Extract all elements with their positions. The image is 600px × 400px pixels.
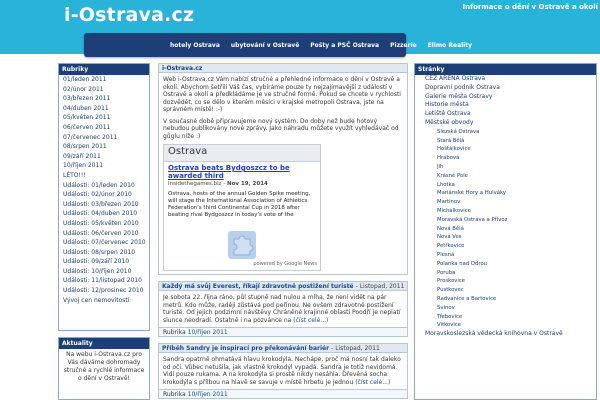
rubrika-item[interactable]: LÉTO!!!	[63, 171, 86, 179]
rubrika-item[interactable]: Události: 03/březen 2010	[63, 200, 139, 208]
rubrika-item[interactable]: Události: 05/květen 2010	[63, 219, 139, 227]
rubrika-item[interactable]: Události: 12/prosinec 2010	[63, 287, 144, 295]
stranky-subitem[interactable]: Plesná	[437, 251, 455, 258]
rubrika-item[interactable]: Události: 07/červenec 2010	[63, 239, 146, 247]
rubrika-item[interactable]: Události: 04/duben 2010	[63, 210, 138, 218]
rubrika-item[interactable]: Události: 06/červen 2010	[63, 229, 139, 237]
nav-item-posty[interactable]: Pošty a PSČ Ostrava	[310, 41, 380, 49]
stranky-item[interactable]: Historie města	[425, 101, 469, 109]
stranky-item[interactable]: Moravskoslezská vědecká knihovna v Ostravě	[425, 330, 563, 338]
rubrika-item[interactable]: Události: 01/leden 2010	[63, 181, 135, 189]
post-date: - Listopad, 2011	[355, 283, 405, 290]
post-date-value: Listopad, 2011	[335, 345, 380, 352]
stranky-subitem[interactable]: Krásné Pole	[437, 172, 468, 179]
stranky-list	[415, 75, 596, 344]
post-sandra	[158, 343, 408, 399]
stranky-subitem[interactable]: Polanka nad Odrou	[437, 260, 488, 267]
stranky-item[interactable]: Dopravní podnik Ostrava	[425, 83, 500, 91]
stranky-item[interactable]: Galerie města Ostravy	[425, 92, 493, 100]
stranky-subitem[interactable]: Vítkovice	[437, 322, 462, 329]
news-source: Insidethegames.biz - Nov 19, 2014	[168, 181, 268, 187]
news-headline-link[interactable]: Ostrava beats Bydgoszcz to be awarded third	[168, 164, 290, 180]
stranky-item[interactable]: Městské obvody	[425, 118, 474, 126]
post-date-value: Listopad, 2011	[359, 283, 405, 290]
nav-item-hotely[interactable]: hotely Ostrava	[170, 41, 220, 49]
stranky-subitem[interactable]: Poruba	[437, 269, 456, 276]
stranky-sidebox	[414, 63, 597, 400]
rubrika-link[interactable]: 10/říjen 2011	[187, 391, 228, 398]
post-title-link[interactable]: Každý má svůj Everest, říkají zdravotně postižení turisté	[162, 283, 354, 290]
rubrika-item[interactable]: Události: 10/říjen 2010	[63, 267, 132, 275]
stranky-subitem[interactable]: Moravská Ostrava a Přívoz	[437, 216, 508, 223]
rubrika-label: Rubrika	[163, 329, 186, 336]
nav-item-elimo[interactable]: Elimo Reality	[427, 41, 473, 49]
rubrika-item[interactable]: 06/červen 2011	[63, 123, 111, 131]
stranky-item[interactable]: ČEZ ARÉNA Ostrava	[425, 75, 486, 82]
rubrika-item[interactable]: 07/červenec 2011	[63, 133, 118, 141]
rubrika-item[interactable]: Události: 08/srpen 2010	[63, 248, 136, 256]
post-footer	[159, 327, 407, 336]
site-tagline: Informace o dění v Ostravě a okolí	[462, 3, 598, 11]
nav-item-ubytovani[interactable]: ubytování v Ostravě	[230, 41, 300, 49]
puzzle-icon	[228, 231, 256, 259]
aktuality-sidebox	[58, 337, 150, 400]
stranky-subitem[interactable]: Hošťálkovice	[437, 146, 471, 153]
stranky-subitem[interactable]: Třebovice	[437, 313, 463, 320]
post-title-row	[159, 344, 407, 353]
read-more-link[interactable]: (číst celé...)	[355, 378, 391, 386]
aktuality-text: Na webu i-Ostrava.cz pro Vás dáváme dohromady stručné a rychlé informace o dění v Ostravě!	[63, 351, 145, 382]
google-news-widget	[163, 144, 321, 271]
post-body	[159, 291, 407, 327]
news-source-name: Insidethegames.biz	[168, 181, 222, 187]
post-text: Je sobota 22. října ráno, půl stupně nad nulou a mlha, že není vidět na pár metrů. Kdo může, raději zůstává pod peřinou. Ne ovšem zdravotně postižení turisté. Od jejich podzimní návštěvy Chráněné krajinné oblasti Poodří je neplatí slunce neodradí. Ostatně i na pozvánce na	[163, 294, 401, 324]
rubrika-item[interactable]: Události: 11/listopad 2010	[63, 277, 142, 285]
post-everest	[158, 281, 408, 337]
rubrika-item[interactable]: 04/duben 2011	[63, 104, 109, 112]
powered-by-google-news: powered by Google News	[253, 260, 317, 267]
news-date: Nov 19, 2014	[227, 181, 268, 187]
rubrika-link[interactable]: 10/říjen 2011	[187, 329, 228, 336]
rubrika-item[interactable]: 02/únor 2011	[63, 85, 104, 93]
stranky-subitem[interactable]: Mariánské Hory a Hulváky	[437, 190, 507, 197]
intro-paragraph-2: V současné době připravujeme nový systém. Do doby než bude hotový nebudou publikovány nové zprávy. Jako náhradu můžete využít vyhledávač od gůglu níže :)	[163, 117, 399, 140]
news-widget-title: Ostrava	[164, 145, 320, 162]
main-content	[158, 63, 408, 400]
stranky-subitem[interactable]: Petřkovice	[437, 243, 465, 250]
stranky-subitem[interactable]: Hrabová	[437, 155, 460, 162]
stranky-subitem[interactable]: Slezská Ostrava	[437, 128, 480, 135]
stranky-subitem[interactable]: Radvanice a Bartovice	[437, 295, 497, 302]
rubrika-item[interactable]: Události: 09/září 2010	[63, 258, 130, 266]
site-header	[0, 0, 600, 36]
stranky-subitem[interactable]: Lhotka	[437, 181, 455, 188]
stranky-subitem[interactable]: Jih	[437, 163, 444, 170]
stranky-title: Stránky	[415, 64, 596, 75]
intro-paragraph-1: Web i-Ostrava.cz Vám nabízí stručné a přehledné informace o dění v Ostravě a okolí. Abychom šetřili Váš čas, vybíráme pouze ty nejzajímavější z událostí v Ostravě a okolí a předkládáme je ve stručné formě. Pokud se chcete v rychlosti dozvědět, co se dělo v kterém měsíci v krajské metropoli Ostrava, jste na správném místě! :-)	[163, 76, 401, 113]
rubrika-item[interactable]: Vývoj cen nemovitostí	[63, 296, 130, 304]
rubrika-label: Rubrika	[163, 391, 186, 398]
rubrika-item[interactable]: 08/srpen 2011	[63, 143, 107, 151]
post-title-link[interactable]: Příběh Sandry je inspirací pro překonávání bariér	[162, 345, 330, 352]
rubrika-item[interactable]: 05/květen 2011	[63, 114, 111, 122]
intro-body	[159, 73, 407, 274]
stranky-item[interactable]: Letiště Ostrava	[425, 110, 471, 118]
intro-heading: i-Ostrava.cz	[159, 64, 407, 73]
rubrika-item[interactable]: 01/leden 2011	[63, 76, 107, 83]
post-text: Sandra opatrně ohmatává hlavu krokodýla. Nechápe, proč má nosní tak daleko od očí. Vůbec netušila, jak vlastně krokodýl vypadá. Sandra je totiž nevidomá. Vidí pouze rukama. A na krokodýla si prostě nikdy nesáhla. Dřevěná socha krokodýla s přílbou na hlavě se savuje v místě hrbetu je jednou	[163, 356, 401, 386]
stranky-subitem[interactable]: Nová Bělá	[437, 225, 464, 232]
rubrika-item[interactable]: 10/říjen 2011	[63, 162, 104, 170]
rubrika-item[interactable]: 09/září 2011	[63, 152, 101, 160]
stranky-subitem[interactable]: Pustkovec	[437, 287, 464, 294]
rubriky-title: Rubriky	[59, 64, 149, 75]
stranky-subitem[interactable]: Nová Ves	[437, 234, 462, 241]
read-more-link[interactable]: (číst celé...)	[293, 316, 329, 324]
post-date: - Listopad, 2011	[331, 345, 380, 352]
intro-post	[158, 63, 408, 275]
stranky-subitem[interactable]: Stará Bělá	[437, 137, 465, 144]
news-snippet: Ostrava, hosts of the annual Golden Spike meeting, will stage the International Association of Athletics Federation's third Continental Cup in 2018 after beating rival Bydgoszcz in today's vote of the	[168, 190, 311, 218]
rubriky-sidebox	[58, 63, 150, 331]
rubrika-item[interactable]: 03/březen 2011	[63, 95, 111, 103]
stranky-subitem[interactable]: Svinov	[437, 304, 455, 311]
aktuality-title: Aktuality	[59, 338, 149, 349]
main-navigation	[84, 33, 473, 57]
site-title[interactable]: i-Ostrava.cz	[64, 4, 195, 26]
nav-item-pizzerie[interactable]: Pizzerie	[390, 41, 417, 49]
rubrika-item[interactable]: Události: 02/únor 2010	[63, 191, 132, 199]
rubriky-list	[59, 75, 149, 305]
post-title-row	[159, 282, 407, 291]
stranky-subitem[interactable]: Michálkovice	[437, 207, 471, 214]
post-footer	[159, 389, 407, 398]
post-body	[159, 353, 407, 389]
stranky-subitem[interactable]: Proskovice	[437, 278, 466, 285]
stranky-subitem[interactable]: Martinov	[437, 199, 461, 206]
